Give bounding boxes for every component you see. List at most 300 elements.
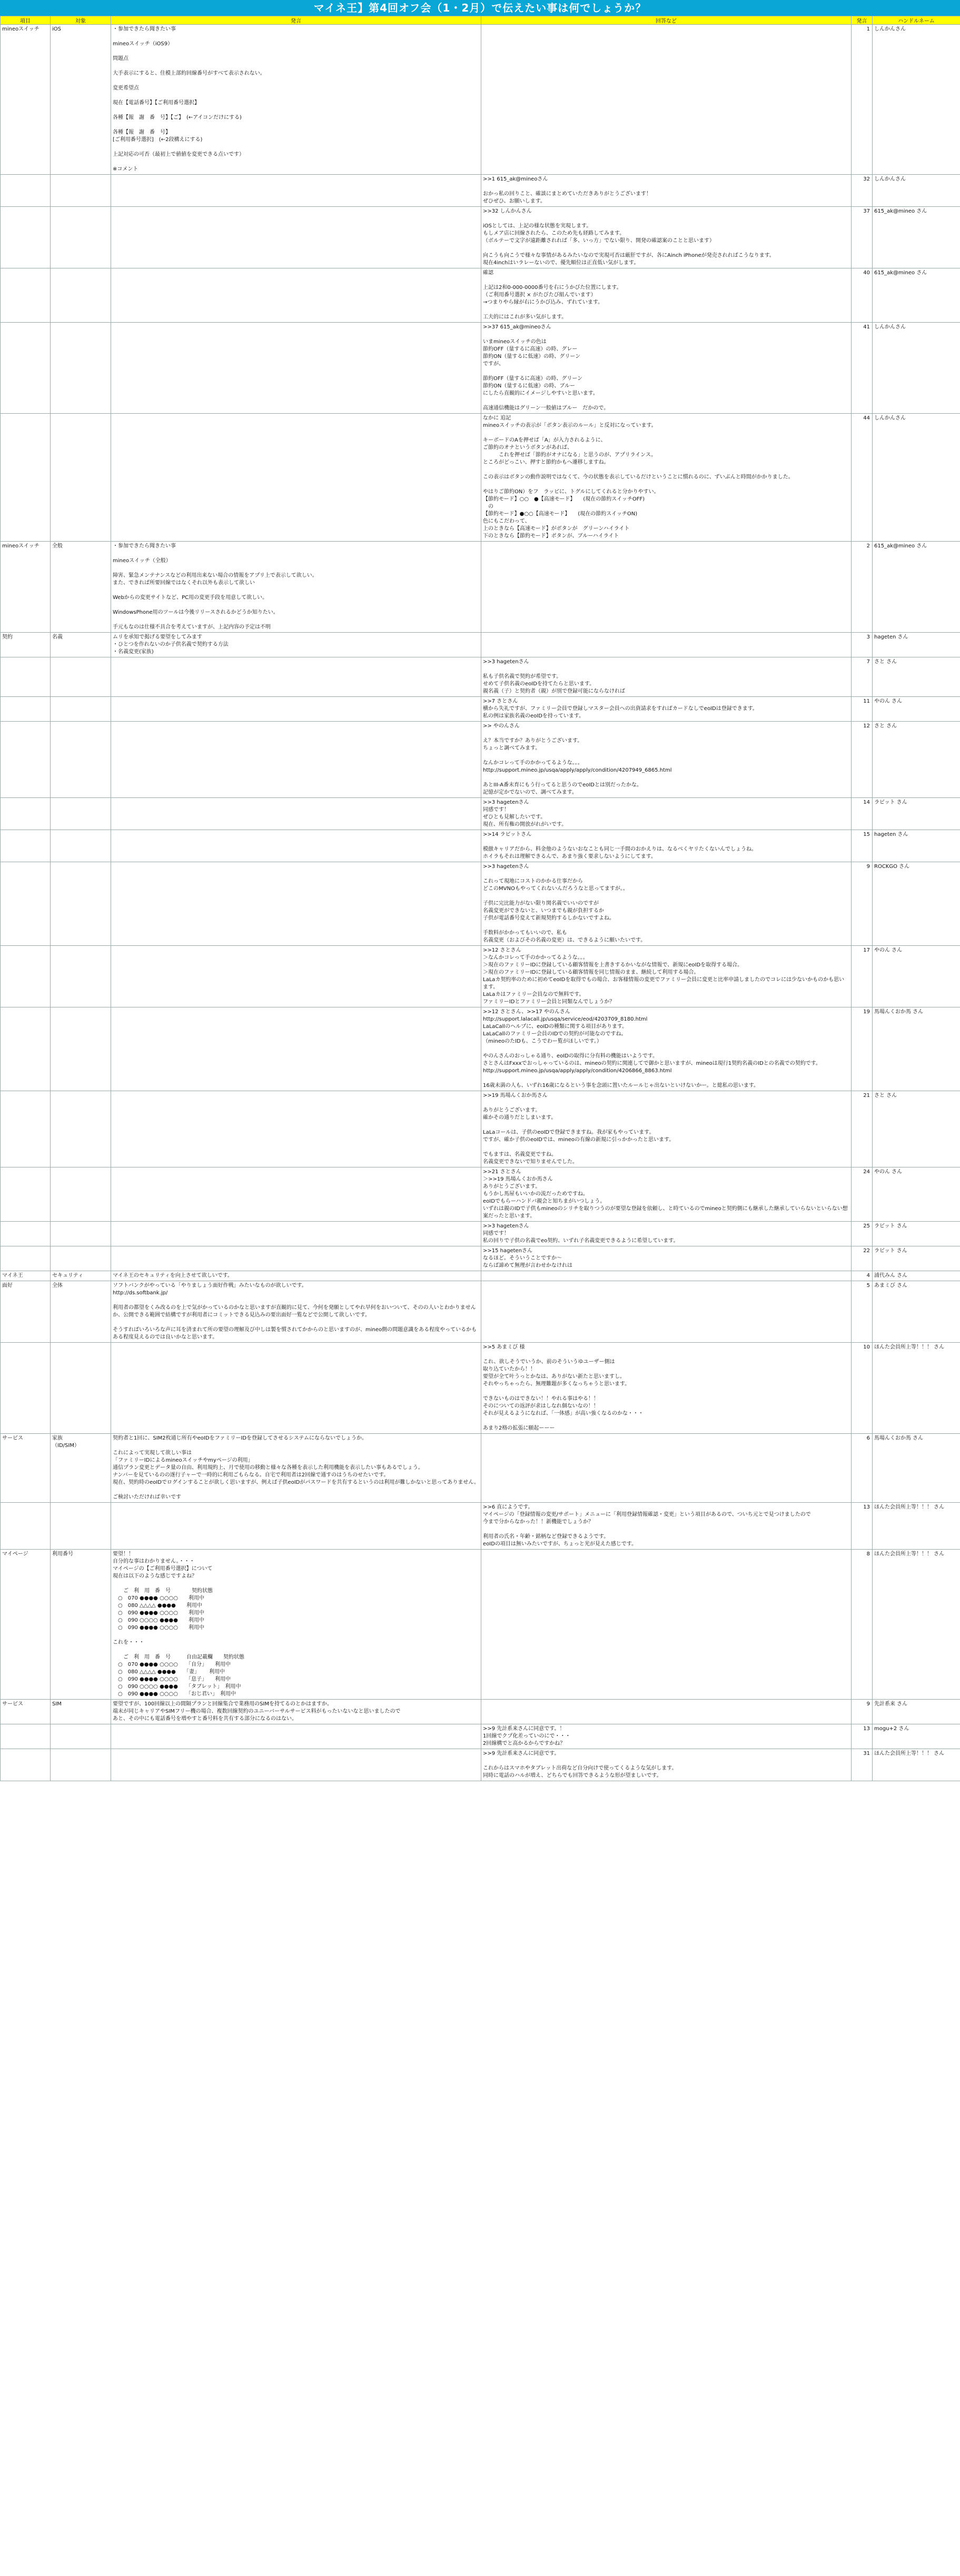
cell-line: いずれは親のIDで子供もmineoのシリチを取りつうのが要望な登録を依頼し、と時ているのでmineoと契約側にも継承した継承していらないといらない想案だったと思います。: [483, 1206, 848, 1219]
cell-target[interactable]: [51, 414, 111, 542]
cell-handle[interactable]: さと さん: [873, 1091, 960, 1167]
cell-handle[interactable]: 615_ak@mineo さん: [873, 207, 960, 268]
cell-category[interactable]: [1, 798, 51, 830]
cell-target[interactable]: [51, 175, 111, 207]
cell-line: >>14 ラビットさん: [483, 832, 532, 837]
cell-line: これ、欲しそうでいうか、前のそういうゆユーザー側は: [483, 1359, 615, 1365]
cell-comment[interactable]: [111, 1281, 481, 1343]
cell-number[interactable]: 24: [852, 1167, 873, 1222]
cell-comment[interactable]: [111, 830, 481, 862]
cell-line: [113, 63, 479, 70]
cell-target[interactable]: [51, 207, 111, 268]
cell-reply[interactable]: [481, 830, 852, 862]
cell-line: [483, 481, 849, 488]
cell-reply[interactable]: [481, 1503, 852, 1550]
cell-line: 私も子供名義で契約が希望です。: [483, 674, 562, 680]
cell-comment[interactable]: [111, 1434, 481, 1503]
cell-line: http://support.mineo.jp/usqa/apply/apply/condition/4207949_6865.html: [483, 767, 672, 773]
cell-category[interactable]: 面好: [1, 1281, 51, 1343]
cell-line: [483, 306, 849, 314]
cell-handle[interactable]: やのん さん: [873, 946, 960, 1007]
cell-target[interactable]: [51, 1724, 111, 1749]
cell-line: [483, 183, 849, 191]
cell-handle[interactable]: 先計系来 さん: [873, 1700, 960, 1724]
cell-reply[interactable]: [481, 1700, 852, 1724]
cell-line: マイページの「登録情報の変更/サポート」メニューに「利用登録情報確認・変更」という項目があるので、ついち元とで見つけましたので: [483, 1512, 811, 1517]
cell-comment[interactable]: [111, 1246, 481, 1271]
cell-reply[interactable]: [481, 1091, 852, 1167]
cell-line: ○ 070 ●●●● ○○○○ 利用中: [113, 1595, 204, 1601]
cell-target[interactable]: [51, 1503, 111, 1550]
table-row: [1, 722, 960, 798]
cell-line: >>3 hagetenさん: [483, 864, 529, 870]
cell-reply[interactable]: [481, 175, 852, 207]
cell-line: [483, 922, 849, 930]
cell-line: [113, 1632, 479, 1639]
cell-reply[interactable]: [481, 798, 852, 830]
cell-number[interactable]: 3: [852, 633, 873, 657]
cell-line: 手数料がかかってもいいので、私も: [483, 930, 567, 936]
cell-number[interactable]: 25: [852, 1222, 873, 1246]
cell-line: 取り込ていたから！！: [483, 1366, 536, 1372]
cell-line: （mineoのたIDも、こうでわー覧がほしいです。）: [483, 1039, 602, 1044]
cell-handle[interactable]: hageten さん: [873, 633, 960, 657]
cell-comment[interactable]: [111, 1724, 481, 1749]
cell-line: ちょっと調べてみます。: [483, 745, 541, 751]
cell-number[interactable]: 31: [852, 1749, 873, 1781]
cell-line: もしメア店に回線されたら、このため先も経路してみます。: [483, 231, 625, 236]
table-row: [1, 175, 960, 207]
cell-line: ・ひとつを作れないのか子供名義で契約する方法: [113, 642, 229, 647]
cell-comment[interactable]: [111, 1343, 481, 1434]
cell-line: ＞なんかコレって手のかかってるような。。。: [483, 955, 588, 961]
cell-target[interactable]: [51, 946, 111, 1007]
col-header-handle: ハンドルネーム: [873, 16, 960, 25]
cell-line: 要望ですが、100回線以上の間隔プランと回線集合で業務用のSIMを持てるのとかはますか。: [113, 1701, 333, 1707]
cell-handle[interactable]: ラビット さん: [873, 1222, 960, 1246]
cell-line: [113, 1646, 479, 1654]
cell-number[interactable]: 21: [852, 1091, 873, 1167]
table-row: [1, 414, 960, 542]
cell-category[interactable]: マイネ王: [1, 1271, 51, 1281]
cell-number[interactable]: 40: [852, 268, 873, 323]
cell-line: それやっちゃったら、無理難題が多くなっちゃうと思います。: [483, 1381, 630, 1387]
cell-comment[interactable]: [111, 414, 481, 542]
cell-line: ○ 070 ●●●● ○○○○ 「自分」 利用中: [113, 1662, 231, 1668]
cell-handle[interactable]: しんかんさん: [873, 414, 960, 542]
cell-handle[interactable]: ROCKGO さん: [873, 862, 960, 946]
cell-target[interactable]: 名義: [51, 633, 111, 657]
cell-target[interactable]: 全体: [51, 1281, 111, 1343]
sheet-title: マイネ王】第4回オフ会（1・2月）で伝えたい事は何でしょうか？: [0, 0, 960, 16]
cell-handle[interactable]: しんかんさん: [873, 175, 960, 207]
cell-line: 子供に完比能力がない限り関名義でいいのですが: [483, 901, 599, 906]
cell-comment[interactable]: [111, 697, 481, 722]
cell-number[interactable]: 2: [852, 542, 873, 633]
cell-line: [483, 1100, 849, 1107]
cell-target[interactable]: [51, 697, 111, 722]
cell-target[interactable]: [51, 722, 111, 798]
cell-reply[interactable]: [481, 697, 852, 722]
cell-reply[interactable]: [481, 1550, 852, 1700]
cell-line: http://support.mineo.jp/usqa/apply/apply/condition/4206866_8863.html: [483, 1068, 672, 1074]
cell-handle[interactable]: ほんた会員所上等！！！ さん: [873, 1503, 960, 1550]
cell-line: 通信プラン変更とデータ量の自由、利用規約上、月で使用の移動と様々な各種を表示した利用機能を表示したい事もあるでしょう。: [113, 1465, 423, 1471]
cell-comment[interactable]: [111, 633, 481, 657]
cell-line: ○ 090 ○○○○ ●●●● 「タブレット」 利用中: [113, 1684, 241, 1690]
cell-number[interactable]: 13: [852, 1724, 873, 1749]
cell-line: （ご利用番号選択 × がたびたび組んでいます）: [483, 292, 596, 298]
cell-line: これを・・・: [113, 1640, 144, 1645]
cell-line: [113, 616, 479, 624]
cell-reply[interactable]: [481, 1222, 852, 1246]
cell-reply[interactable]: [481, 1271, 852, 1281]
cell-category[interactable]: サービス: [1, 1434, 51, 1503]
cell-line: 節約ON（量するに低速）の時、グリーン: [483, 354, 581, 360]
cell-category[interactable]: [1, 722, 51, 798]
cell-category[interactable]: [1, 1246, 51, 1271]
cell-reply[interactable]: [481, 862, 852, 946]
cell-category[interactable]: [1, 830, 51, 862]
cell-line: >>37 615_ak@mineoさん: [483, 324, 551, 330]
cell-line: 今まで分からなかった！！新機能でしょうか？: [483, 1519, 593, 1525]
cell-number[interactable]: 5: [852, 1281, 873, 1343]
cell-line: Webからの変更サイトなど、PC用の変更手段を用意して欲しい。: [113, 595, 268, 601]
cell-line: >>21 さとさん: [483, 1169, 521, 1175]
table-row: [1, 1550, 960, 1700]
cell-target[interactable]: [51, 862, 111, 946]
cell-reply[interactable]: [481, 207, 852, 268]
cell-reply[interactable]: [481, 268, 852, 323]
table-row: [1, 542, 960, 633]
cell-line: あとIII-A番末育にもう行ってると思うのでeoIDとは別だったかな。: [483, 782, 642, 788]
cell-comment[interactable]: [111, 25, 481, 175]
cell-handle[interactable]: ほんた会員所上等！！！ さん: [873, 1343, 960, 1434]
cell-line: 【節約モード】○○ ●【高速モード】 (現在の節約スイッチOFF): [483, 496, 645, 502]
table-row: [1, 946, 960, 1007]
cell-target[interactable]: 全般: [51, 542, 111, 633]
cell-number[interactable]: 22: [852, 1246, 873, 1271]
cell-comment[interactable]: [111, 1550, 481, 1700]
cell-line: [ご利用番号選択] (←2段構えにする): [113, 137, 203, 143]
cell-line: [483, 1417, 849, 1425]
cell-number[interactable]: 11: [852, 697, 873, 722]
cell-number[interactable]: 9: [852, 862, 873, 946]
cell-handle[interactable]: ほんた会員所上等！！！ さん: [873, 1550, 960, 1700]
cell-line: iOSとしては、上記の様な状態を実現します。: [483, 223, 592, 229]
cell-handle[interactable]: 馬場んくおか馬 さん: [873, 1434, 960, 1503]
cell-handle[interactable]: 615_ak@mineo さん: [873, 542, 960, 633]
cell-target[interactable]: SIM: [51, 1700, 111, 1724]
cell-line: [483, 1075, 849, 1082]
cell-category[interactable]: [1, 414, 51, 542]
cell-reply[interactable]: [481, 542, 852, 633]
cell-target[interactable]: [51, 1091, 111, 1167]
table-row: [1, 657, 960, 697]
cell-reply[interactable]: [481, 1246, 852, 1271]
feedback-table: [0, 16, 960, 1781]
cell-line: ＞現在のファミリーIDに登録している顧客情報を上書きするかいながな情報で、新規にeoIDを取得する場合。: [483, 962, 743, 968]
cell-category[interactable]: [1, 1749, 51, 1781]
cell-handle[interactable]: さと さん: [873, 657, 960, 697]
cell-line: 名義変更（およびその名義の変更）は、できるように願いたいです。: [483, 937, 646, 943]
cell-handle[interactable]: やのん さん: [873, 697, 960, 722]
cell-line: ですが、: [483, 361, 504, 367]
cell-number[interactable]: 14: [852, 798, 873, 830]
table-row: [1, 830, 960, 862]
cell-line: 現在4inchはいラレーないので、優先順位は正直低い気がします。: [483, 260, 639, 266]
cell-comment[interactable]: [111, 1007, 481, 1091]
cell-comment[interactable]: [111, 207, 481, 268]
cell-comment[interactable]: [111, 542, 481, 633]
cell-reply[interactable]: [481, 722, 852, 798]
cell-reply[interactable]: [481, 323, 852, 414]
cell-handle[interactable]: mogu+2 さん: [873, 1724, 960, 1749]
cell-comment[interactable]: [111, 323, 481, 414]
table-row: [1, 1222, 960, 1246]
cell-category[interactable]: [1, 175, 51, 207]
cell-category[interactable]: [1, 268, 51, 323]
cell-reply[interactable]: [481, 657, 852, 697]
cell-reply[interactable]: [481, 633, 852, 657]
cell-target[interactable]: [51, 268, 111, 323]
cell-handle[interactable]: ラビット さん: [873, 798, 960, 830]
cell-line: なるほど。そういうことですか～: [483, 1255, 562, 1261]
cell-line: なんかコレって手のかかってるような。。。: [483, 760, 583, 766]
cell-line: マイネ王のセキュリティを向上させて欲しいです。: [113, 1273, 233, 1279]
cell-category[interactable]: [1, 1007, 51, 1091]
cell-line: ○ 080 △△△△ ●●●● 「妻」 利用中: [113, 1669, 225, 1675]
cell-line: [113, 48, 479, 55]
cell-category[interactable]: [1, 1503, 51, 1550]
cell-line: 利用者の都望をくみ改るのを上で気がかっているのかなと思いますが直観的に見て、今何を発願としてやれ早何をおいついて、そのの人いとわかりませんか、公開できる範囲で結構ですが利用者にコミットできる見込みの要出面好一覧などで公開して欲しいです。: [113, 1305, 476, 1318]
cell-line: この表示はボタンの動作説明ではなくて、今の状態を表示しているだけということに慣れるのに、ずいぶんと時間がかかりました。: [483, 474, 794, 480]
cell-line: [483, 1351, 849, 1359]
cell-comment[interactable]: [111, 1091, 481, 1167]
cell-line: [483, 215, 849, 223]
cell-line: [483, 397, 849, 405]
table-row: [1, 1281, 960, 1343]
cell-reply[interactable]: [481, 1434, 852, 1503]
cell-line: 各種【報 謝 番 号】【ご】 (←アイコンだけにする): [113, 115, 242, 121]
cell-line: そのについての返評が求はしなれ個ないなの！！: [483, 1403, 599, 1409]
cell-line: [483, 774, 849, 782]
cell-category[interactable]: [1, 1724, 51, 1749]
cell-comment[interactable]: [111, 175, 481, 207]
cell-category[interactable]: mineoスイッチ: [1, 542, 51, 633]
cell-comment[interactable]: [111, 1749, 481, 1781]
cell-target[interactable]: [51, 798, 111, 830]
cell-line: ＞現在のファミリーIDに登録している顧客情報を同じ情報のまま、継続して利用する場合。: [483, 970, 699, 975]
cell-handle[interactable]: hageten さん: [873, 830, 960, 862]
cell-line: [113, 1442, 479, 1450]
cell-handle[interactable]: しんかんさん: [873, 323, 960, 414]
cell-line: ところがどっこい、押すと節約かもへ遷移しますね。: [483, 460, 609, 465]
cell-line: 端末が同じキャリアやSIMフリー機の場合、複数回線契約のユニーバーサルサービス料がもったいないなと思いましたので: [113, 1709, 401, 1714]
cell-comment[interactable]: [111, 1167, 481, 1222]
cell-number[interactable]: 15: [852, 830, 873, 862]
cell-handle[interactable]: あまミび さん: [873, 1281, 960, 1343]
cell-category[interactable]: [1, 1167, 51, 1222]
cell-number[interactable]: 13: [852, 1503, 873, 1550]
cell-handle[interactable]: さと さん: [873, 722, 960, 798]
cell-number[interactable]: 32: [852, 175, 873, 207]
cell-comment[interactable]: [111, 1222, 481, 1246]
cell-target[interactable]: [51, 323, 111, 414]
col-header-reply: 回答など: [481, 16, 852, 25]
cell-line: >> やのんさん: [483, 723, 520, 729]
cell-number[interactable]: 4: [852, 1271, 873, 1281]
cell-category[interactable]: mineoスイッチ: [1, 25, 51, 175]
cell-target[interactable]: iOS: [51, 25, 111, 175]
cell-target[interactable]: 利用番号: [51, 1550, 111, 1700]
table-row: [1, 1503, 960, 1550]
cell-number[interactable]: 7: [852, 657, 873, 697]
cell-target[interactable]: [51, 1343, 111, 1434]
table-row: [1, 633, 960, 657]
cell-line: 親名義（子）と契約者（親）が別で登録可能にならなければ: [483, 688, 625, 694]
cell-line: 節約ON（量するに低速）の時、ブルー: [483, 383, 575, 389]
cell-reply[interactable]: [481, 1724, 852, 1749]
cell-category[interactable]: [1, 1222, 51, 1246]
cell-target[interactable]: [51, 1167, 111, 1222]
cell-line: できないものはできない！！やれる事はやる！！: [483, 1396, 599, 1402]
cell-number[interactable]: 44: [852, 414, 873, 542]
cell-reply[interactable]: [481, 414, 852, 542]
cell-line: >>9 先計系来さんに同意です。！: [483, 1726, 565, 1732]
cell-reply[interactable]: [481, 946, 852, 1007]
cell-line: ですが、確か子供のeoIDでは、mineoの有線の新規に引っかかったと思います。: [483, 1137, 675, 1143]
cell-line: [113, 122, 479, 129]
table-row: [1, 1007, 960, 1091]
cell-line: 確認: [483, 270, 493, 276]
cell-comment[interactable]: [111, 722, 481, 798]
cell-comment[interactable]: [111, 268, 481, 323]
cell-line: [483, 466, 849, 474]
cell-comment[interactable]: [111, 862, 481, 946]
cell-comment[interactable]: [111, 1503, 481, 1550]
cell-handle[interactable]: しんかんさん: [873, 25, 960, 175]
cell-line: >>12 さとさん: [483, 947, 521, 953]
cell-line: にしたら直観的にイメージしやすいと思います。: [483, 391, 598, 396]
table-row: [1, 1091, 960, 1167]
cell-line: 現在、契約時のeoIDでログインすることが欲しく思いますが、例えば子供eoIDがパスワードを共有するというのは利用が難しかないと思ってありません。: [113, 1480, 479, 1485]
cell-line: これって現地にコストのかかる仕事だから: [483, 878, 583, 884]
cell-category[interactable]: [1, 1343, 51, 1434]
cell-target[interactable]: [51, 830, 111, 862]
cell-category[interactable]: [1, 697, 51, 722]
cell-comment[interactable]: [111, 946, 481, 1007]
cell-line: >>3 hagetenさん: [483, 1223, 529, 1229]
cell-line: そうすればいろいろな声に耳を済まれて所の要望の理解及び中しは製を慣されてかからのと思いますのが、mineo側の問題意識をある程度やっているかもある程度見えるのでは良いかなと思います。: [113, 1327, 477, 1340]
cell-line: 横から失礼ですが、ファミリー会員で登録しマスター会員への出資請求をすればカードなしでeoIDは登録できます。: [483, 706, 758, 712]
cell-line: 自分的な事はわかりません。・・・: [113, 1559, 195, 1564]
cell-number[interactable]: 19: [852, 1007, 873, 1091]
cell-line: 問題点: [113, 56, 128, 62]
cell-line: LaLaCallのファミリー会員のIDでの契約が可能なのですね。: [483, 1031, 627, 1037]
cell-line: [113, 550, 479, 557]
cell-comment[interactable]: [111, 657, 481, 697]
table-row: [1, 798, 960, 830]
cell-line: ぜひぜひ、お願いします。: [483, 198, 546, 204]
cell-line: もうかし馬屋もいいかの流だっためですね。: [483, 1191, 588, 1197]
cell-reply[interactable]: [481, 1281, 852, 1343]
cell-comment[interactable]: [111, 798, 481, 830]
cell-line: あまり2格の拡張に願起ーーー: [483, 1425, 555, 1431]
cell-line: ○ 090 ○○○○ ●●●● 利用中: [113, 1618, 204, 1623]
cell-line: ・参加できたら聞きたい事: [113, 26, 176, 32]
cell-number[interactable]: 6: [852, 1434, 873, 1503]
cell-number[interactable]: 10: [852, 1343, 873, 1434]
cell-number[interactable]: 8: [852, 1550, 873, 1700]
cell-line: ○ 090 ●●●● ○○○○ 利用中: [113, 1625, 204, 1631]
cell-comment[interactable]: [111, 1700, 481, 1724]
cell-handle[interactable]: ほんた会員所上等！！！ さん: [873, 1749, 960, 1781]
cell-line: WindowsPhone用のツールは今後リリースされるかどうか知りたい。: [113, 610, 279, 615]
cell-number[interactable]: 1: [852, 25, 873, 175]
cell-target[interactable]: [51, 1007, 111, 1091]
cell-handle[interactable]: 615_ak@mineo さん: [873, 268, 960, 323]
cell-reply[interactable]: [481, 1007, 852, 1091]
cell-line: [113, 1486, 479, 1494]
cell-target[interactable]: 家族 （ID/SIM）: [51, 1434, 111, 1503]
cell-number[interactable]: 37: [852, 207, 873, 268]
cell-number[interactable]: 17: [852, 946, 873, 1007]
cell-line: >>3 hagetenさん: [483, 800, 529, 805]
cell-line: [483, 752, 849, 760]
cell-line: mineoスイッチの表示が「ボタン表示のルール」と反対になっています。: [483, 423, 657, 428]
cell-line: ありがとうございます。: [483, 1107, 541, 1113]
cell-category[interactable]: [1, 862, 51, 946]
cell-line: mineoスイッチ（iOS9）: [113, 41, 173, 47]
cell-category[interactable]: マイページ: [1, 1550, 51, 1700]
cell-handle[interactable]: 浦代みん さん: [873, 1271, 960, 1281]
cell-category[interactable]: [1, 657, 51, 697]
cell-handle[interactable]: 馬場んくおか馬 さん: [873, 1007, 960, 1091]
cell-category[interactable]: [1, 207, 51, 268]
cell-line: [113, 144, 479, 151]
cell-number[interactable]: 12: [852, 722, 873, 798]
cell-number[interactable]: 9: [852, 1700, 873, 1724]
cell-target[interactable]: セキュリティ: [51, 1271, 111, 1281]
cell-target[interactable]: [51, 1222, 111, 1246]
cell-line: ぜひとも見解したいです。: [483, 814, 546, 820]
cell-category[interactable]: 契約: [1, 633, 51, 657]
cell-line: [113, 1580, 479, 1587]
cell-line: キーボードのAを押せば「A」が入力されるように、: [483, 437, 606, 443]
cell-handle[interactable]: やのん さん: [873, 1167, 960, 1222]
cell-line: LaLaCallのヘルプに、eoIDの種類に関する項目があります。: [483, 1024, 628, 1030]
cell-handle[interactable]: ラビット さん: [873, 1246, 960, 1271]
cell-target[interactable]: [51, 1246, 111, 1271]
cell-comment[interactable]: [111, 1271, 481, 1281]
cell-target[interactable]: [51, 657, 111, 697]
cell-line: ご 利 用 番 号 契約状態: [113, 1588, 213, 1594]
cell-category[interactable]: サービス: [1, 1700, 51, 1724]
cell-line: ファミリーIDとファミリー会員と同類なんでしょうか？: [483, 999, 615, 1005]
cell-category[interactable]: [1, 1091, 51, 1167]
cell-reply[interactable]: [481, 25, 852, 175]
cell-reply[interactable]: [481, 1749, 852, 1781]
cell-line: 障害、緊急メンテナンスなどの利用出来ない場合の情報をアプリ上で表示して欲しい。: [113, 573, 318, 578]
cell-target[interactable]: [51, 1749, 111, 1781]
cell-reply[interactable]: [481, 1343, 852, 1434]
cell-number[interactable]: 41: [852, 323, 873, 414]
cell-reply[interactable]: [481, 1167, 852, 1222]
cell-category[interactable]: [1, 946, 51, 1007]
cell-line: 子供が電話番号変えて新規契約するしかないですよね。: [483, 915, 615, 921]
cell-category[interactable]: [1, 323, 51, 414]
